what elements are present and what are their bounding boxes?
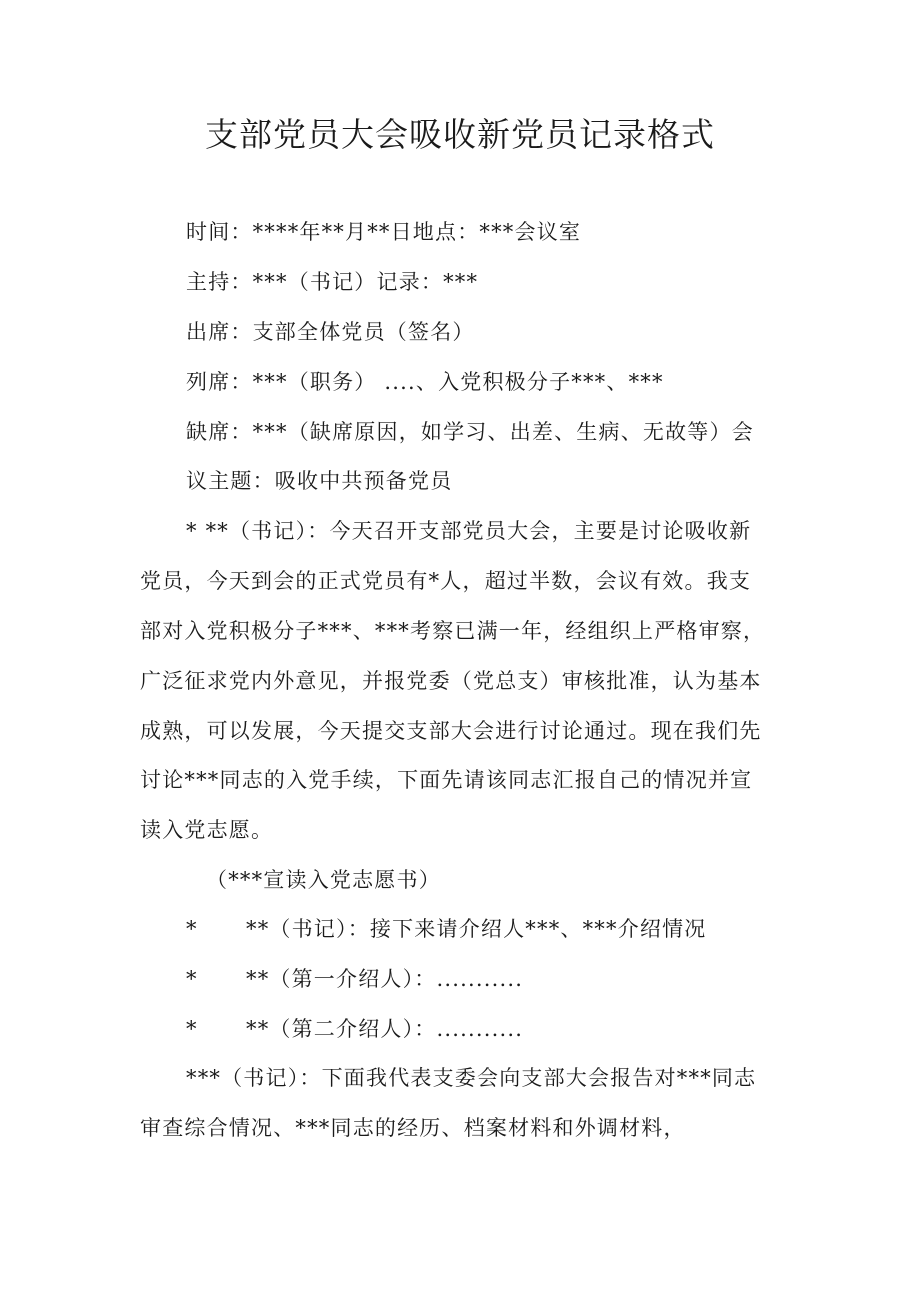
document-title: 支部党员大会吸收新党员记录格式 — [205, 115, 715, 154]
meeting-attendees: 出席：支部全体党员（签名） — [186, 320, 475, 344]
star-marker: * — [186, 967, 198, 991]
paragraph-line: 读入党志愿。 — [140, 818, 274, 842]
meeting-observers: 列席：***（职务） ....、入党积极分子***、*** — [186, 370, 664, 394]
reading-note: （***宣读入党志愿书） — [206, 868, 441, 892]
star-marker: * — [186, 917, 198, 941]
meeting-topic: 议主题：吸收中共预备党员 — [186, 469, 453, 493]
meeting-absentees: 缺席：***（缺席原因，如学习、出差、生病、无故等）会 — [186, 420, 754, 444]
star-marker: * — [186, 1017, 198, 1041]
paragraph-line: ***（书记）：下面我代表支委会向支部大会报告对***同志 — [186, 1066, 757, 1090]
paragraph-line: 部对入党积极分子***、***考察已满一年，经组织上严格审察， — [140, 619, 766, 643]
meeting-host-recorder: 主持：***（书记）记录：*** — [186, 270, 479, 294]
paragraph-line: 成熟，可以发展，今天提交支部大会进行讨论通过。现在我们先 — [140, 719, 762, 743]
first-introducer-line: **（第一介绍人）：........... — [246, 967, 524, 991]
paragraph-line: 讨论***同志的入党手续，下面先请该同志汇报自己的情况并宣 — [140, 768, 753, 792]
paragraph-line: 党员，今天到会的正式党员有*人，超过半数，会议有效。我支 — [140, 569, 752, 593]
paragraph-line: 广泛征求党内外意见，并报党委（党总支）审核批准，认为基本 — [140, 669, 762, 693]
paragraph-line: * **（书记）：今天召开支部党员大会，主要是讨论吸收新 — [186, 519, 752, 543]
second-introducer-line: **（第二介绍人）：........... — [246, 1017, 524, 1041]
meeting-time-place: 时间：****年**月**日地点：***会议室 — [186, 220, 582, 244]
paragraph-line: 审查综合情况、***同志的经历、档案材料和外调材料， — [140, 1116, 686, 1140]
secretary-intro-line: **（书记）：接下来请介绍人***、***介绍情况 — [246, 917, 707, 941]
